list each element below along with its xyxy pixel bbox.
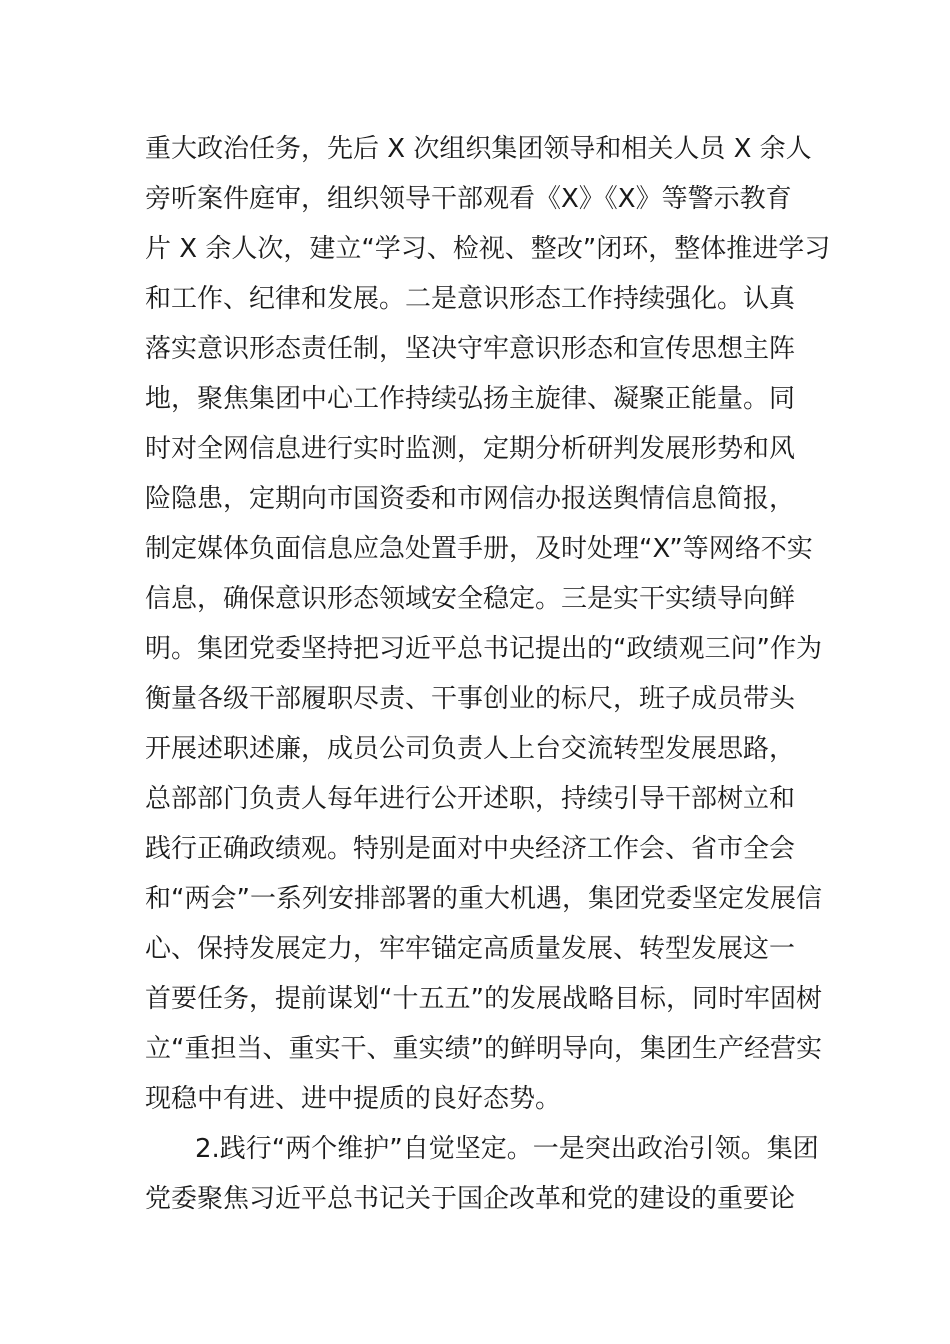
text-line: 首要任务，提前谋划“十五五”的发展战略目标，同时牢固树 [145,984,822,1014]
text-line: 立“重担当、重实干、重实绩”的鲜明导向，集团生产经营实 [145,1034,822,1064]
text-line: 和“两会”一系列安排部署的重大机遇，集团党委坚定发展信 [145,884,822,914]
text-line: 践行正确政绩观。特别是面对中央经济工作会、省市全会 [145,834,796,864]
text-line: 制定媒体负面信息应急处置手册，及时处理“X”等网络不实 [145,534,813,564]
text-line: 心、保持发展定力，牢牢锚定高质量发展、转型发展这一 [145,934,796,964]
text-line: 旁听案件庭审，组织领导干部观看《X》《X》等警示教育 [145,184,792,214]
text-line: 险隐患，定期向市国资委和市网信办报送舆情信息简报， [145,484,796,514]
text-line: 和工作、纪律和发展。二是意识形态工作持续强化。认真 [145,284,796,314]
text-line: 信息，确保意识形态领域安全稳定。三是实干实绩导向鲜 [145,584,796,614]
text-line: 落实意识形态责任制，坚决守牢意识形态和宣传思想主阵 [145,334,796,364]
text-line: 时对全网信息进行实时监测，定期分析研判发展形势和风 [145,434,796,464]
text-line: 总部部门负责人每年进行公开述职，持续引导干部树立和 [145,784,796,814]
text-line: 片 X 余人次，建立“学习、检视、整改”闭环，整体推进学习 [145,234,831,264]
text-line: 衡量各级干部履职尽责、干事创业的标尺，班子成员带头 [145,684,796,714]
text-line: 党委聚焦习近平总书记关于国企改革和党的建设的重要论 [145,1184,796,1214]
section-heading-line: 2.践行“两个维护”自觉坚定。一是突出政治引领。集团 [195,1134,819,1164]
text-line: 明。集团党委坚持把习近平总书记提出的“政绩观三问”作为 [145,634,822,664]
text-line: 开展述职述廉，成员公司负责人上台交流转型发展思路， [145,734,796,764]
text-line: 重大政治任务，先后 X 次组织集团领导和相关人员 X 余人 [145,134,812,164]
text-line: 现稳中有进、进中提质的良好态势。 [145,1084,562,1114]
text-line: 地，聚焦集团中心工作持续弘扬主旋律、凝聚正能量。同 [145,384,796,414]
